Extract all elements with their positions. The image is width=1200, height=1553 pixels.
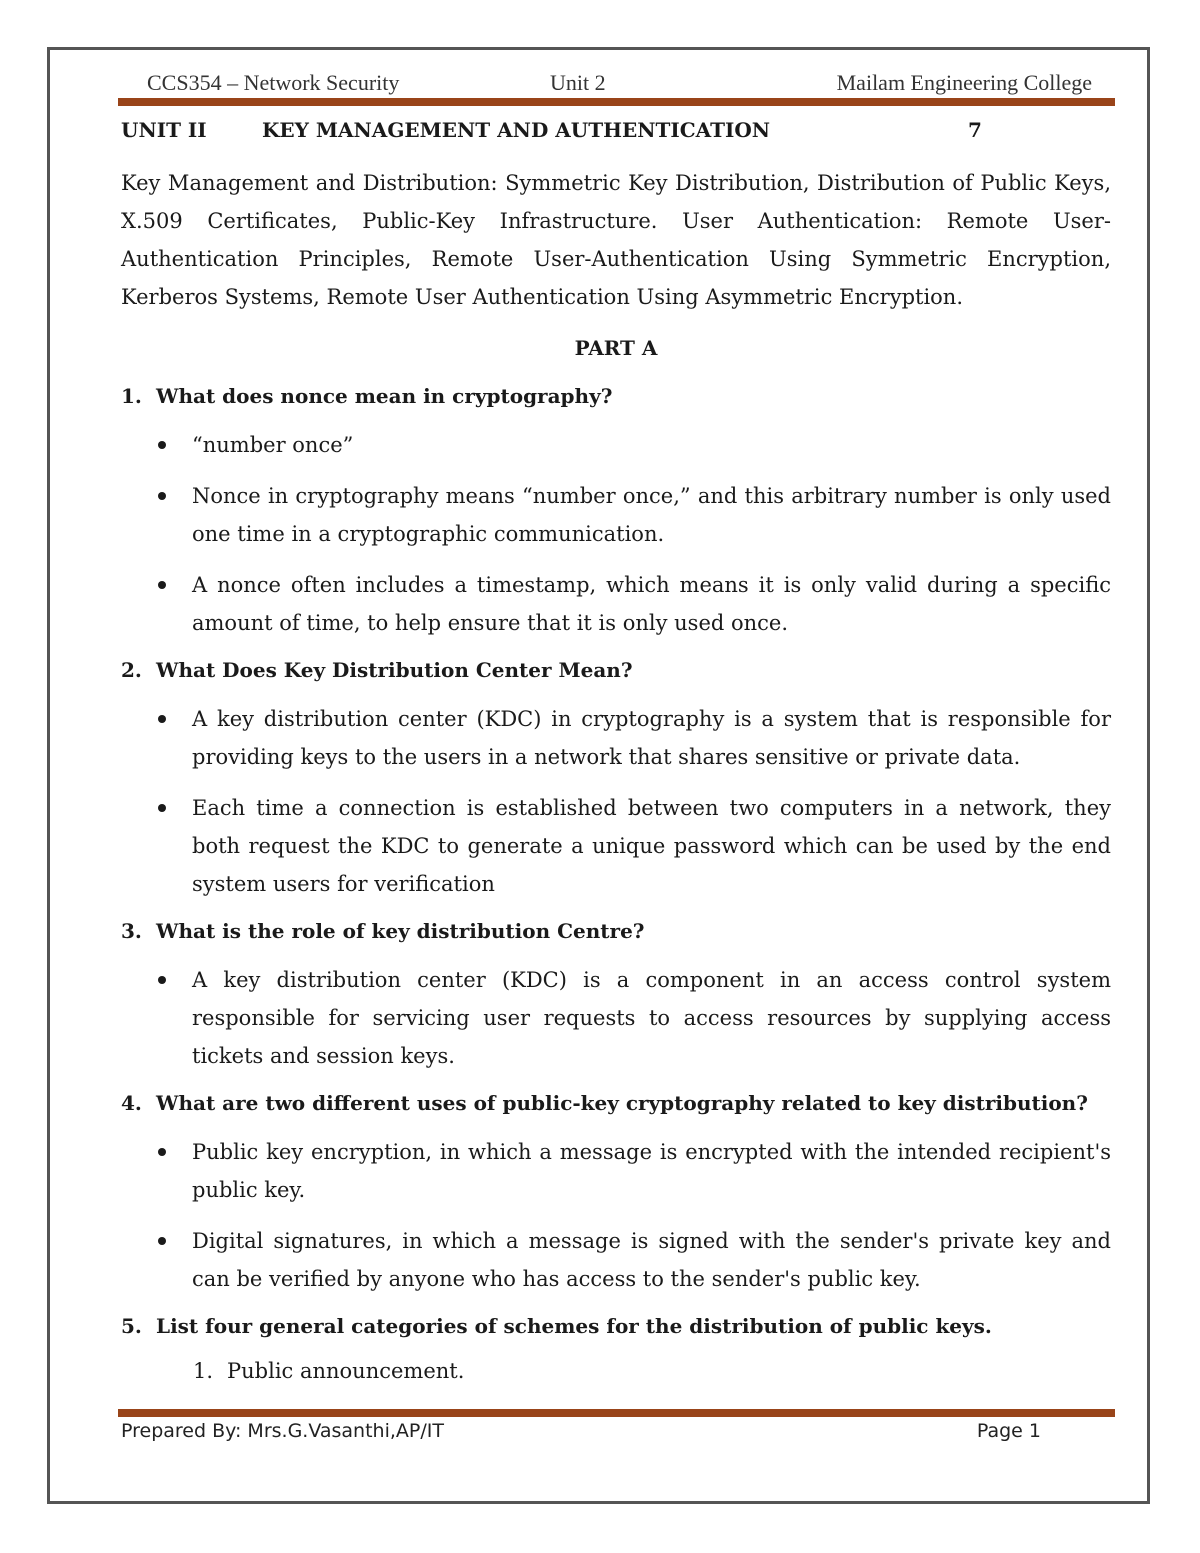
bullet-icon <box>158 715 166 723</box>
question-text: What are two different uses of public-key cryptography related to key distribution? <box>156 1091 1088 1115</box>
page-header <box>147 70 1092 100</box>
bullet-icon <box>158 804 166 812</box>
answer-bullet: Public key encryption, in which a message is encrypted with the intended recipient's public key. <box>121 1133 1111 1209</box>
answer-bullet: A key distribution center (KDC) in cryptography is a system that is responsible for providing keys to the users in a network that shares sensitive or private data. <box>121 700 1111 776</box>
answer-list-2 <box>121 700 1111 903</box>
part-heading: PART A <box>574 336 658 360</box>
answer-list-3 <box>121 961 1111 1075</box>
bullet-icon <box>158 976 166 984</box>
question-2 <box>121 658 1111 690</box>
question-number: 3. <box>121 919 142 943</box>
question-text: List four general categories of schemes for the distribution of public keys. <box>156 1314 992 1338</box>
footer-page-number: Page 1 <box>976 1420 1041 1442</box>
answer-bullet: A nonce often includes a timestamp, which means it is only valid during a specific amount of time, to help ensure that it is only used once. <box>121 566 1111 642</box>
answer-bullet: “number once” <box>121 426 1111 464</box>
bullet-icon <box>158 1148 166 1156</box>
unit-title: KEY MANAGEMENT AND AUTHENTICATION <box>262 118 771 142</box>
answer-list-1 <box>121 426 1111 642</box>
page-footer <box>121 1420 1041 1450</box>
header-course: CCS354 – Network Security <box>147 70 400 95</box>
question-3 <box>121 919 1111 951</box>
bullet-icon <box>158 441 166 449</box>
answer-bullet: A key distribution center (KDC) is a component in an access control system responsible for servicing user requests to access resources by supplying access tickets and session keys. <box>121 961 1111 1075</box>
header-college: Mailam Engineering College <box>836 70 1092 95</box>
header-unit: Unit 2 <box>550 70 606 95</box>
question-text: What does nonce mean in cryptography? <box>156 384 613 408</box>
footer-rule <box>118 1409 1115 1417</box>
question-text: What is the role of key distribution Centre? <box>156 919 645 943</box>
unit-number: UNIT II <box>121 118 207 142</box>
question-1 <box>121 384 1111 416</box>
question-text: What Does Key Distribution Center Mean? <box>156 658 633 682</box>
question-4 <box>121 1091 1111 1123</box>
answer-list-4 <box>121 1133 1111 1298</box>
unit-title-line <box>121 118 1111 150</box>
answer-bullet: Digital signatures, in which a message is signed with the sender's private key and can be verified by anyone who has access to the sender's public key. <box>121 1222 1111 1298</box>
numbered-list-item <box>121 1352 1111 1390</box>
answer-bullet: Nonce in cryptography means “number once,” and this arbitrary number is only used one time in a cryptographic communication. <box>121 477 1111 553</box>
question-number: 1. <box>121 384 142 408</box>
answer-bullet: Each time a connection is established between two computers in a network, they both request the KDC to generate a unique password which can be used by the end system users for verification <box>121 789 1111 903</box>
bullet-icon <box>158 1237 166 1245</box>
page-content <box>121 118 1111 1390</box>
unit-hours: 7 <box>968 118 982 142</box>
header-rule <box>118 98 1115 106</box>
footer-prepared-by: Prepared By: Mrs.G.Vasanthi,AP/IT <box>121 1420 444 1442</box>
list-number: 1. <box>193 1359 214 1383</box>
bullet-icon <box>158 581 166 589</box>
question-5 <box>121 1314 1111 1346</box>
question-number: 4. <box>121 1091 142 1115</box>
bullet-icon <box>158 492 166 500</box>
list-text: Public announcement. <box>227 1359 465 1383</box>
unit-syllabus: Key Management and Distribution: Symmetric Key Distribution, Distribution of Public Keys, X.509 Certificates, Public-Key Infrastructure. User Authentication: Remote User-Authentication Principles, Remote User-Authentication Using Symmetric Encryption, Kerberos Systems, Remote User Authentication Using Asymmetric Encryption. <box>121 171 1111 309</box>
question-number: 5. <box>121 1314 142 1338</box>
question-number: 2. <box>121 658 142 682</box>
